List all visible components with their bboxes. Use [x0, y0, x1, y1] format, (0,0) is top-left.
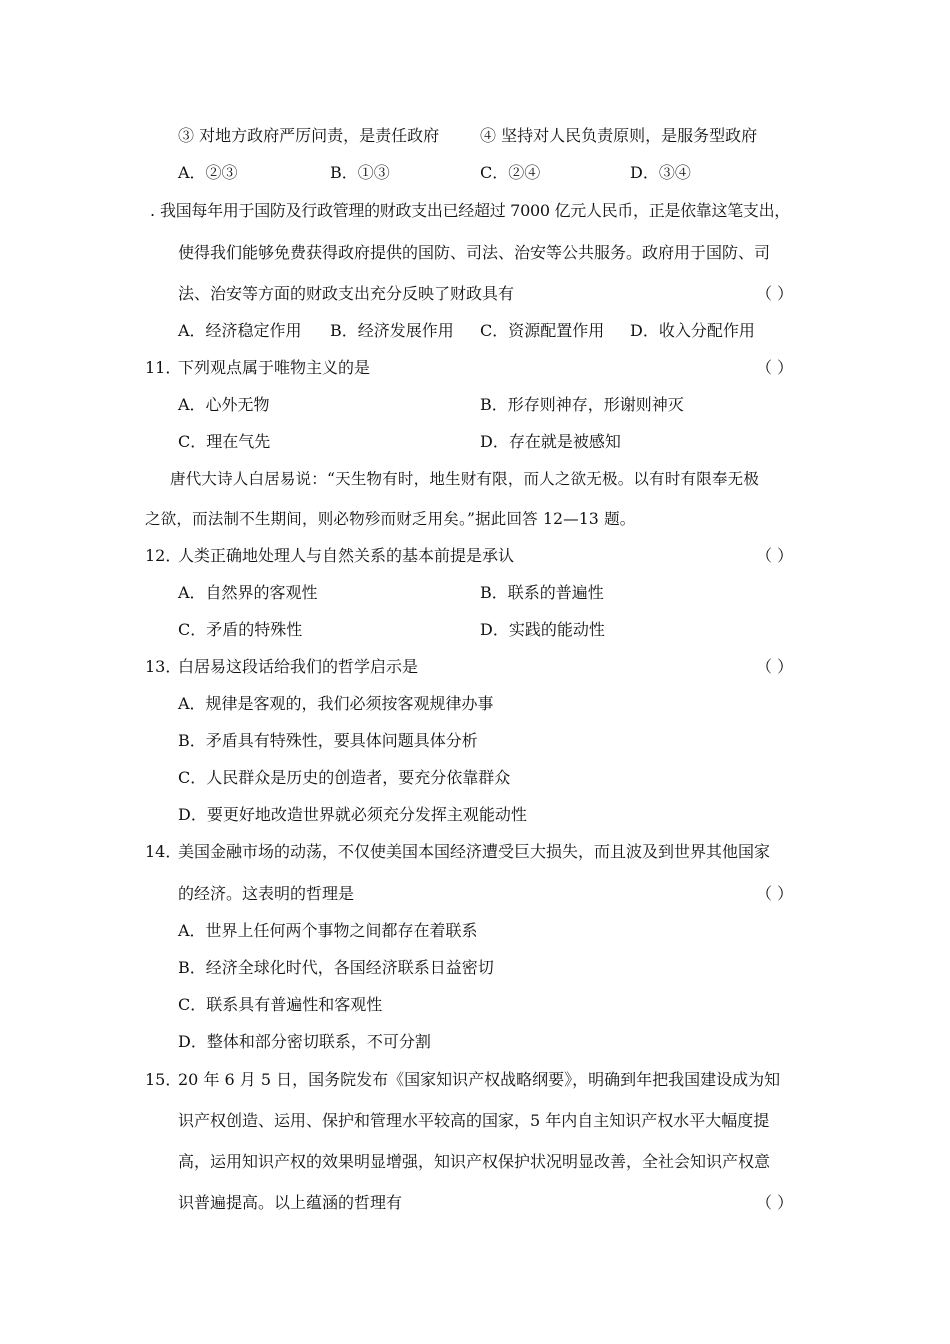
q13-stem: 白居易这段话给我们的哲学启示是 — [178, 657, 419, 676]
q14-answer-paren: （ ） — [756, 884, 794, 903]
q14-stem-line-2: 的经济。这表明的哲理是 — [178, 884, 355, 903]
q10-option-c: C．资源配置作用 — [480, 321, 605, 340]
q12-stem: 人类正确地处理人与自然关系的基本前提是承认 — [178, 546, 515, 565]
q10-option-d: D．收入分配作用 — [630, 321, 755, 340]
q13-option-c: C．人民群众是历史的创造者，要充分依靠群众 — [178, 768, 511, 787]
q15-stem-line-1: 20 年 6 月 5 日，国务院发布《国家知识产权战略纲要》，明确到年把我国建设成为知 — [178, 1070, 781, 1089]
q11-number: 11． — [145, 358, 182, 377]
q13-number: 13． — [145, 657, 182, 676]
q12-option-b: B．联系的普遍性 — [480, 583, 604, 602]
q9-statement-3: ③ 对地方政府严厉问责，是责任政府 — [178, 126, 440, 145]
q10-stem-line-2: 使得我们能够免费获得政府提供的国防、司法、治安等公共服务。政府用于国防、司 — [178, 243, 771, 262]
passage-line-1: 唐代大诗人白居易说：“天生物有时，地生财有限，而人之欲无极。以有时有限奉无极 — [170, 470, 760, 488]
q11-option-a: A．心外无物 — [178, 395, 270, 414]
q9-statement-4: ④ 坚持对人民负责原则，是服务型政府 — [480, 126, 758, 145]
q15-stem-line-3: 高，运用知识产权的效果明显增强，知识产权保护状况明显改善，全社会知识产权意 — [178, 1152, 771, 1171]
q14-stem-line-1: 美国金融市场的动荡，不仅使美国本国经济遭受巨大损失，而且波及到世界其他国家 — [178, 842, 771, 861]
q9-option-a: A．②③ — [178, 163, 238, 182]
q11-option-c: C．理在气先 — [178, 432, 271, 451]
q12-number: 12． — [145, 546, 182, 565]
q12-answer-paren: （ ） — [756, 546, 794, 565]
q11-answer-paren: （ ） — [756, 358, 794, 377]
q13-answer-paren: （ ） — [756, 657, 794, 676]
q14-option-c: C．联系具有普遍性和客观性 — [178, 995, 383, 1014]
q13-option-d: D．要更好地改造世界就必须充分发挥主观能动性 — [178, 805, 527, 824]
q11-stem: 下列观点属于唯物主义的是 — [178, 358, 371, 377]
q11-option-d: D．存在就是被感知 — [480, 432, 621, 451]
q12-option-d: D．实践的能动性 — [480, 620, 605, 639]
passage-line-2: 之欲，而法制不生期间，则必物殄而财乏用矣。”据此回答 12—13 题。 — [145, 510, 636, 528]
q10-option-a: A．经济稳定作用 — [178, 321, 302, 340]
q10-stem-line-1: 我国每年用于国防及行政管理的财政支出已经超过 7000 亿元人民币，正是依靠这笔支出， — [160, 201, 790, 220]
q15-stem-line-4: 识普遍提高。以上蕴涵的哲理有 — [178, 1193, 403, 1212]
q12-option-a: A．自然界的客观性 — [178, 583, 318, 602]
q11-option-b: B．形存则神存，形谢则神灭 — [480, 395, 684, 414]
q14-option-b: B．经济全球化时代，各国经济联系日益密切 — [178, 958, 494, 977]
q9-option-c: C．②④ — [480, 163, 541, 182]
q14-option-a: A．世界上任何两个事物之间都存在着联系 — [178, 921, 478, 940]
q15-number: 15． — [145, 1070, 182, 1089]
q13-option-b: B．矛盾具有特殊性，要具体问题具体分析 — [178, 731, 478, 750]
q10-number: . — [150, 201, 156, 220]
q10-option-b: B．经济发展作用 — [330, 321, 454, 340]
q9-option-b: B．①③ — [330, 163, 390, 182]
q14-option-d: D．整体和部分密切联系，不可分割 — [178, 1032, 431, 1051]
q10-answer-paren: （ ） — [756, 284, 794, 303]
q15-answer-paren: （ ） — [756, 1193, 794, 1212]
q9-option-d: D．③④ — [630, 163, 691, 182]
q15-stem-line-2: 识产权创造、运用、保护和管理水平较高的国家，5 年内自主知识产权水平大幅度提 — [178, 1111, 770, 1130]
q10-stem-line-3: 法、治安等方面的财政支出充分反映了财政具有 — [178, 284, 515, 303]
q14-number: 14． — [145, 842, 182, 861]
q13-option-a: A．规律是客观的，我们必须按客观规律办事 — [178, 694, 494, 713]
q12-option-c: C．矛盾的特殊性 — [178, 620, 303, 639]
